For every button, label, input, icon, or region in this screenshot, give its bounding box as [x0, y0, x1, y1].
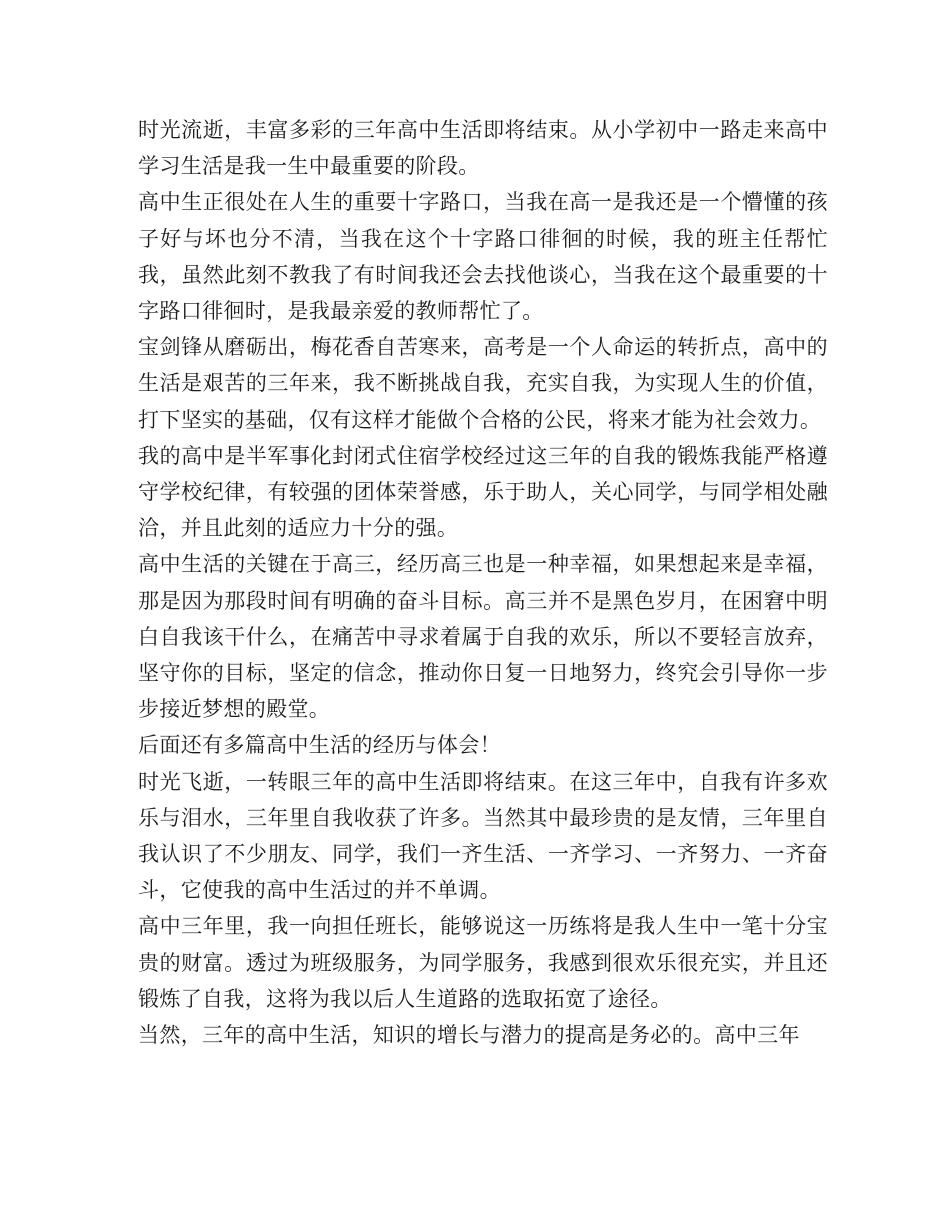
- paragraph-6: 后面还有多篇高中生活的经历与体会！: [138, 733, 501, 758]
- paragraph-4: 我的高中是半军事化封闭式住宿学校经过这三年的自我的锻炼我能严格遵守学校纪律，有较强的团体荣誉感，乐于助人，关心同学，与同学相处融洽，并且此刻的适应力十分的强。: [138, 443, 828, 541]
- paragraph-1: 时光流逝，丰富多彩的三年高中生活即将结束。从小学初中一路走来高中学习生活是我一生中最重要的阶段。: [138, 118, 828, 179]
- paragraph-2: 高中生正很处在人生的重要十字路口，当我在高一是我还是一个懵懂的孩子好与坏也分不清，当我在这个十字路口徘徊的时候，我的班主任帮忙我，虽然此刻不教我了有时间我还会去找他谈心，当我在这个最重要的十字路口徘徊时，是我最亲爱的教师帮忙了。: [138, 190, 828, 324]
- paragraph-9: 当然，三年的高中生活，知识的增长与潜力的提高是务必的。高中三年: [138, 1023, 800, 1048]
- document-body: [138, 112, 828, 1053]
- paragraph-3: 宝剑锋从磨砺出，梅花香自苦寒来，高考是一个人命运的转折点，高中的生活是艰苦的三年来，我不断挑战自我，充实自我，为实现人生的价值，打下坚实的基础，仅有这样才能做个合格的公民，将来才能为社会效力。: [138, 335, 828, 432]
- paragraph-5: 高中生活的关键在于高三，经历高三也是一种幸福，如果想起来是幸福，那是因为那段时间有明确的奋斗目标。高三并不是黑色岁月，在困窘中明白自我该干什么，在痛苦中寻求着属于自我的欢乐，所以不要轻言放弃，坚守你的目标，坚定的信念，推动你日复一日地努力，终究会引导你一步步接近梦想的殿堂。: [138, 552, 828, 722]
- paragraph-8: 高中三年里，我一向担任班长，能够说这一历练将是我人生中一笔十分宝贵的财富。透过为班级服务，为同学服务，我感到很欢乐很充实，并且还锻炼了自我，这将为我以后人生道路的选取拓宽了途径。: [138, 914, 828, 1011]
- paragraph-7: 时光飞逝，一转眼三年的高中生活即将结束。在这三年中，自我有许多欢乐与泪水，三年里自我收获了许多。当然其中最珍贵的是友情，三年里自我认识了不少朋友、同学，我们一齐生活、一齐学习、一齐努力、一齐奋斗，它使我的高中生活过的并不单调。: [138, 769, 828, 903]
